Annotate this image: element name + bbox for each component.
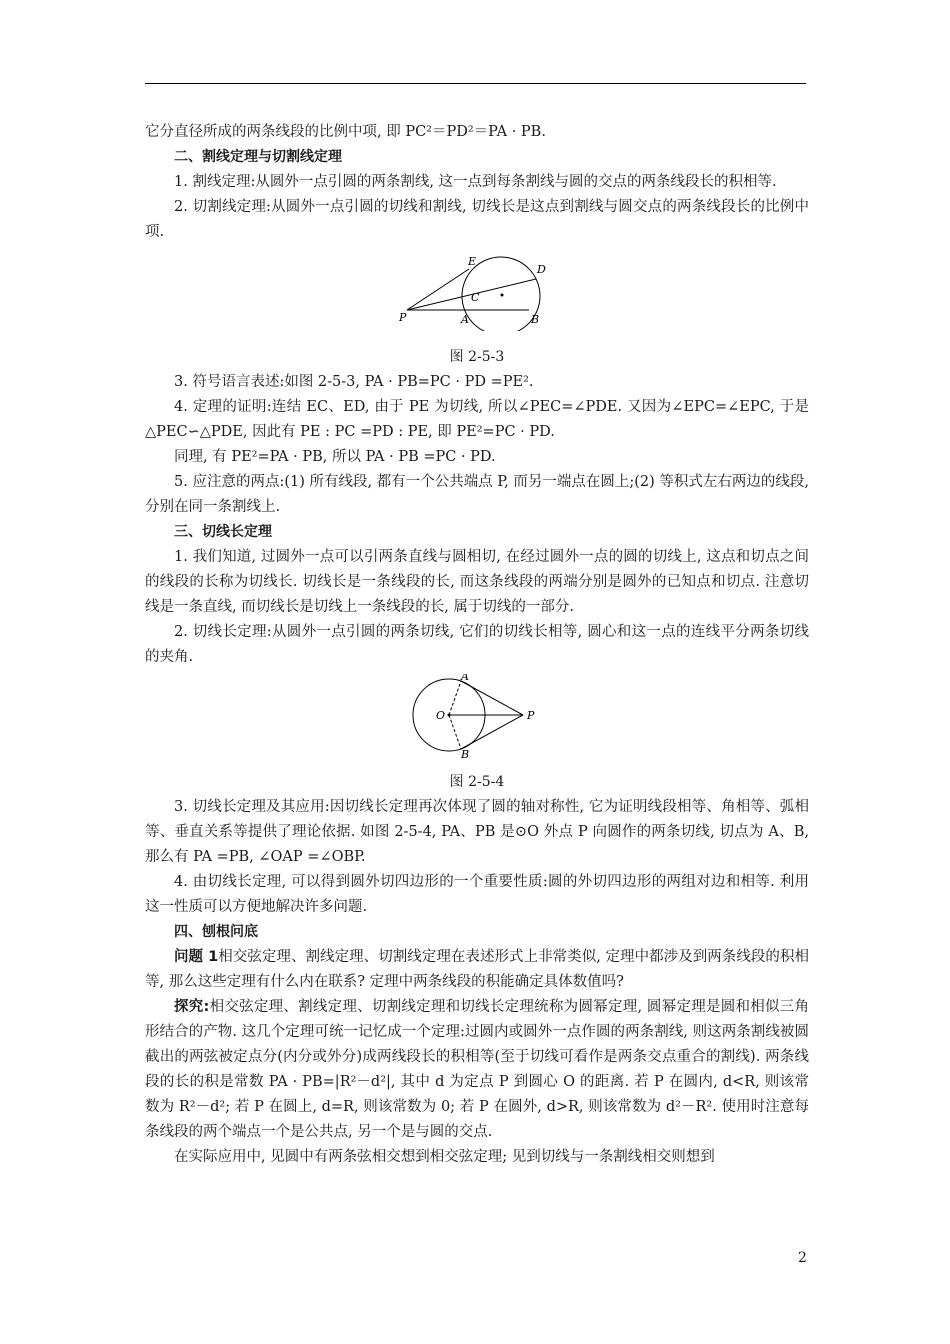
question-label: 问题 1	[174, 949, 219, 965]
header-rule	[145, 83, 806, 84]
label-P: P	[399, 311, 407, 324]
paragraph: 2. 切割线定理:从圆外一点引圆的切线和割线, 切线长是这点到割线与圆交点的两条线段长的比例中项.	[145, 199, 809, 240]
exploration-text: 相交弦定理、割线定理、切割线定理和切线长定理统称为圆幂定理, 圆幂定理是圆和相似三角形结合的产物. 这几个定理可统一记忆成一个定理:过圆内或圆外一点作圆的两条割线, 则这两条割线被圆截出的两弦被定点分(内分或外分)成两线段长的积相等(至于切线可看作是两条交点重合的割线). 两条线段的长的积是常数 PA · PB=|R²－d²|, 其中 d 为定点 P 到圆心 O 的距离. 若 P 在圆内, d<R, 则该常数为 R²－d²; 若 P 在圆上, d=R, 则该常数为 0; 若 P 在圆外, d>R, 则该常数为 d²－R². 使用时注意每条线段的两个端点一个是公共点, 另一个是与圆的交点.	[145, 999, 809, 1140]
section-heading: 三、切线长定理	[174, 524, 272, 540]
label-A: A	[461, 674, 469, 683]
paragraph: 3. 符号语言表述:如图 2-5-3, PA · PB=PC · PD =PE².	[174, 374, 534, 390]
label-P: P	[527, 709, 535, 722]
label-C: C	[471, 291, 480, 304]
secant-diagram	[397, 251, 557, 331]
question-text: 相交弦定理、割线定理、切割线定理在表述形式上非常类似, 定理中都涉及到两条线段的积相等, 那么这些定理有什么内在联系? 定理中两条线段的积能确定具体数值吗?	[145, 949, 809, 990]
tangent-diagram	[407, 674, 547, 760]
label-B: B	[461, 748, 470, 760]
exploration-paragraph	[145, 995, 809, 1145]
figure-2-5-4	[407, 674, 547, 760]
paragraph: 同理, 有 PE²=PA · PB, 所以 PA · PB =PC · PD.	[174, 449, 496, 465]
label-B: B	[531, 313, 540, 326]
figure-2-5-3	[397, 251, 557, 331]
exploration-label: 探究:	[174, 999, 210, 1015]
label-E: E	[468, 255, 477, 268]
paragraph: 4. 定理的证明:连结 EC、ED, 由于 PE 为切线, 所以∠PEC=∠PDE. 又因为∠EPC=∠EPC, 于是△PEC∽△PDE, 因此有 PE : PC =PD : PE, 即 PE²=PC · PD.	[145, 399, 809, 440]
document-body	[145, 120, 809, 1170]
section-heading: 二、割线定理与切割线定理	[174, 149, 342, 165]
figure-caption: 图 2-5-3	[449, 349, 505, 365]
label-O: O	[436, 709, 446, 722]
paragraph: 3. 切线长定理及其应用:因切线长定理再次体现了圆的轴对称性, 它为证明线段相等、角相等、弧相等、垂直关系等提供了理论依据. 如图 2-5-4, PA、PB 是⊙O 外点 P 向圆作的两条切线, 切点为 A、B, 那么有 PA =PB, ∠OAP =∠OBP.	[145, 799, 809, 865]
paragraph: 它分直径所成的两条线段的比例中项, 即 PC²＝PD²＝PA · PB.	[145, 124, 546, 140]
figure-caption: 图 2-5-4	[449, 774, 505, 790]
paragraph: 1. 割线定理:从圆外一点引圆的两条割线, 这一点到每条割线与圆的交点的两条线段长的积相等.	[174, 174, 777, 190]
paragraph: 2. 切线长定理:从圆外一点引圆的两条切线, 它们的切线长相等, 圆心和这一点的连线平分两条切线的夹角.	[145, 624, 809, 665]
section-heading: 四、刨根问底	[174, 924, 258, 940]
paragraph: 5. 应注意的两点:(1) 所有线段, 都有一个公共端点 P, 而另一端点在圆上;(2) 等积式左右两边的线段, 分别在同一条割线上.	[145, 474, 809, 515]
question-paragraph	[145, 945, 809, 995]
label-A: A	[461, 313, 469, 326]
paragraph: 4. 由切线长定理, 可以得到圆外切四边形的一个重要性质:圆的外切四边形的两组对边和相等. 利用这一性质可以方便地解决许多问题.	[145, 874, 809, 915]
paragraph: 在实际应用中, 见圆中有两条弦相交想到相交弦定理; 见到切线与一条割线相交则想到	[174, 1149, 715, 1165]
page-number: 2	[798, 1250, 807, 1266]
paragraph: 1. 我们知道, 过圆外一点可以引两条直线与圆相切, 在经过圆外一点的圆的切线上, 这点和切点之间的线段的长称为切线长. 切线长是一条线段的长, 而这条线段的两端分别是圆外的已知点和切点. 注意切线是一条直线, 而切线长是切线上一条线段的长, 属于切线的一部分.	[145, 549, 809, 615]
label-D: D	[537, 263, 546, 276]
